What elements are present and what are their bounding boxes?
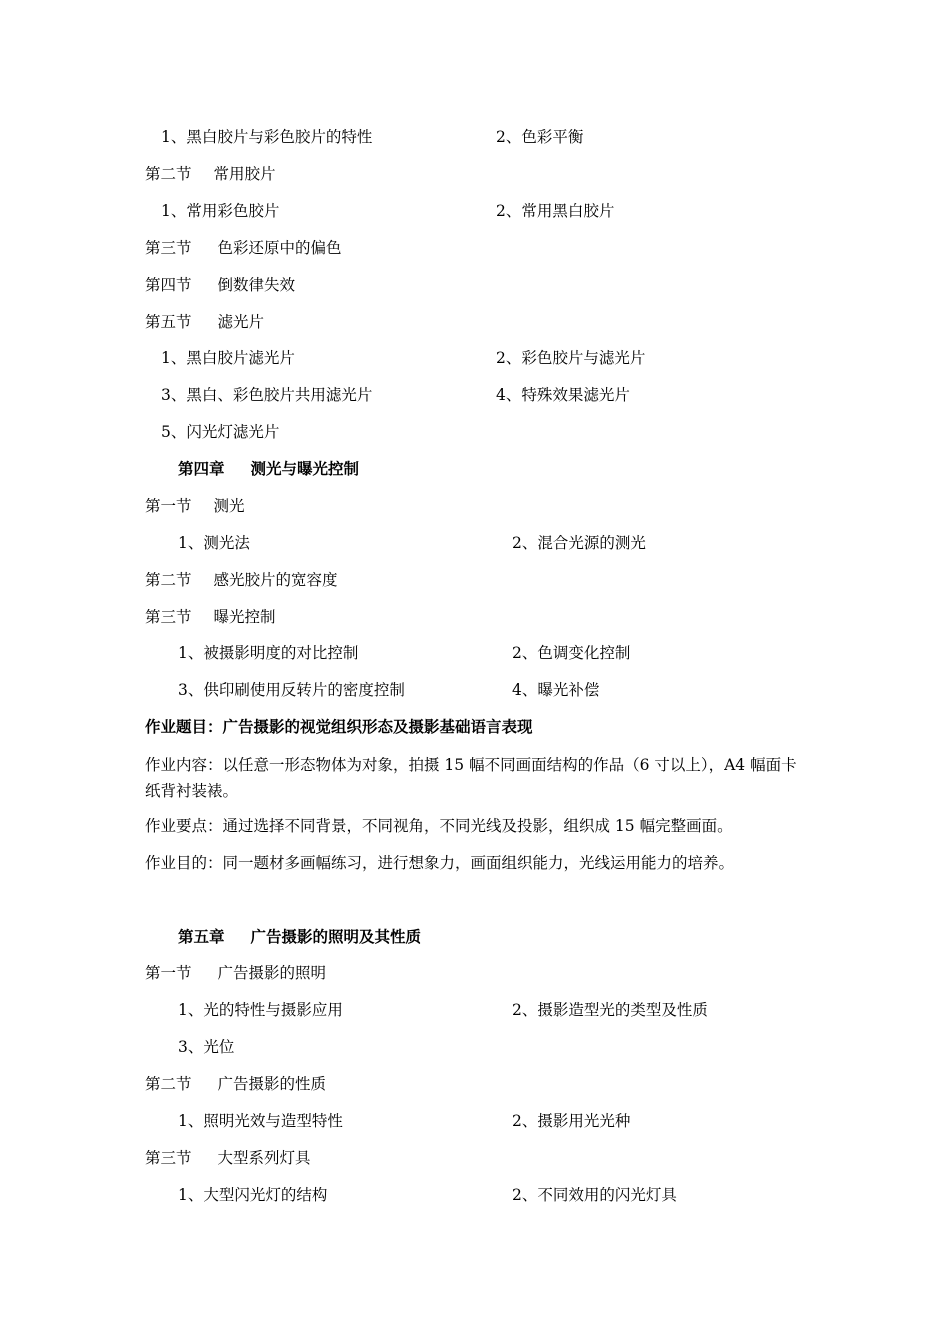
- section-heading: 第四节 倒数律失效: [145, 276, 296, 294]
- section-heading: 第一节 广告摄影的照明: [145, 964, 327, 982]
- list-item: 1、光的特性与摄影应用: [178, 1001, 343, 1019]
- list-item: 4、特殊效果滤光片: [496, 386, 630, 404]
- list-item: 1、黑白胶片与彩色胶片的特性: [161, 128, 373, 146]
- list-item: 2、摄影用光光种: [512, 1112, 631, 1130]
- list-item: 2、彩色胶片与滤光片: [496, 349, 646, 367]
- list-item: 3、黑白、彩色胶片共用滤光片: [161, 386, 373, 404]
- list-item: 2、混合光源的测光: [512, 534, 646, 552]
- list-item: 3、供印刷使用反转片的密度控制: [178, 681, 405, 699]
- list-item: 2、色调变化控制: [512, 644, 631, 662]
- list-item: 1、照明光效与造型特性: [178, 1112, 343, 1130]
- list-item: 2、色彩平衡: [496, 128, 584, 146]
- list-item: 4、曝光补偿: [512, 681, 600, 699]
- list-item: 1、黑白胶片滤光片: [161, 349, 295, 367]
- assignment-points: 作业要点：通过选择不同背景，不同视角，不同光线及投影，组织成 15 幅完整画面。: [145, 817, 733, 835]
- list-item: 1、大型闪光灯的结构: [178, 1186, 328, 1204]
- section-heading: 第三节 色彩还原中的偏色: [145, 239, 342, 257]
- list-item: 1、测光法: [178, 534, 250, 552]
- list-item: 2、常用黑白胶片: [496, 202, 615, 220]
- list-item: 1、常用彩色胶片: [161, 202, 280, 220]
- list-item: 2、不同效用的闪光灯具: [512, 1186, 677, 1204]
- section-heading: 第三节 曝光控制: [145, 608, 276, 626]
- chapter-heading: 第四章 测光与曝光控制: [178, 459, 360, 478]
- section-heading: 第二节 感光胶片的宽容度: [145, 571, 338, 589]
- section-heading: 第五节 滤光片: [145, 313, 265, 331]
- assignment-content: 作业内容：以任意一形态物体为对象，拍摄 15 幅不同画面结构的作品（6 寸以上），A4 幅面卡纸背衬装裱。: [145, 756, 797, 800]
- assignment-title: 作业题目：广告摄影的视觉组织形态及摄影基础语言表现: [145, 717, 533, 736]
- section-heading: 第二节 常用胶片: [145, 165, 276, 183]
- section-heading: 第二节 广告摄影的性质: [145, 1075, 327, 1093]
- section-heading: 第三节 大型系列灯具: [145, 1149, 311, 1167]
- section-heading: 第一节 测光: [145, 497, 245, 515]
- list-item: 3、光位: [178, 1038, 235, 1056]
- assignment-goal: 作业目的：同一题材多画幅练习，进行想象力，画面组织能力，光线运用能力的培养。: [145, 854, 735, 872]
- list-item: 1、被摄影明度的对比控制: [178, 644, 359, 662]
- list-item: 5、闪光灯滤光片: [161, 423, 280, 441]
- chapter-heading: 第五章 广告摄影的照明及其性质: [178, 927, 422, 946]
- list-item: 2、摄影造型光的类型及性质: [512, 1001, 708, 1019]
